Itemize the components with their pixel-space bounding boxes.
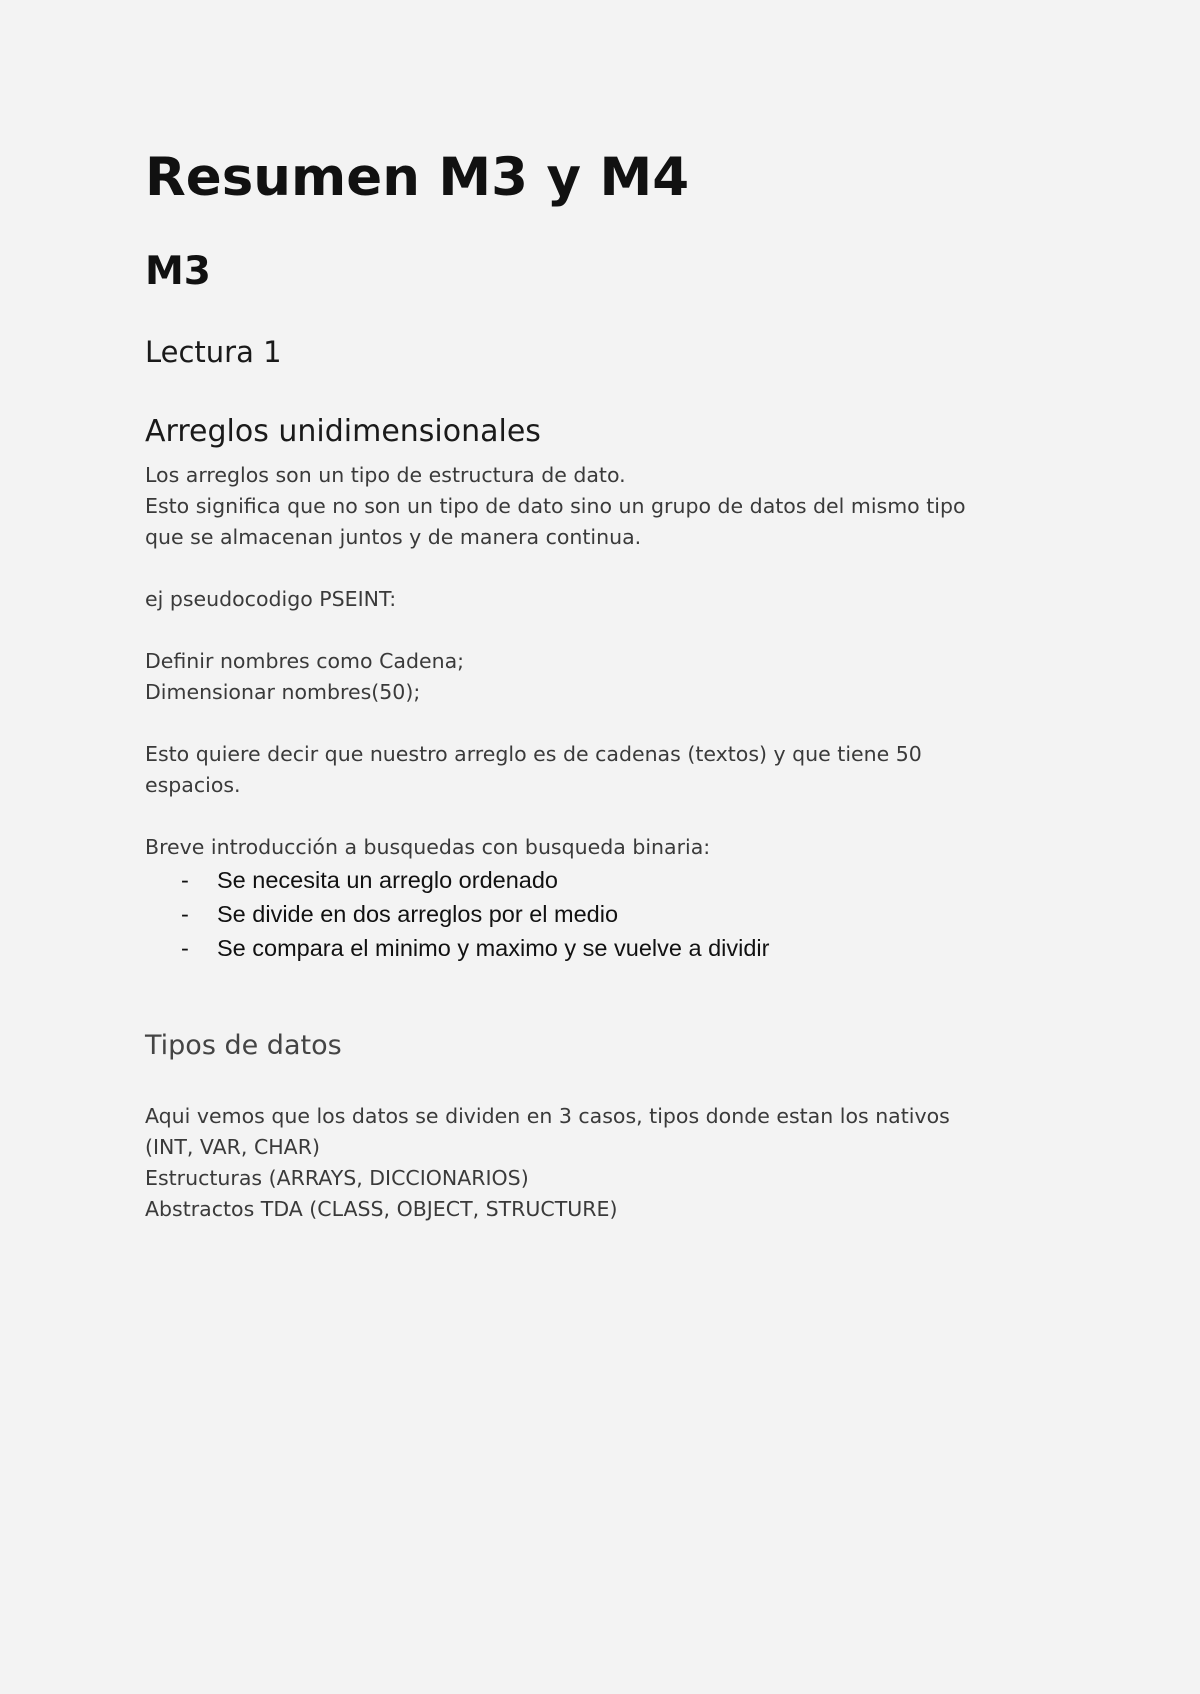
tipos-paragraph	[145, 1101, 1075, 1225]
paragraph-line: Abstractos TDA (CLASS, OBJECT, STRUCTURE)	[145, 1197, 618, 1221]
example-label: ej pseudocodigo PSEINT:	[145, 587, 397, 611]
list-item	[145, 897, 1075, 931]
paragraph-line: (INT, VAR, CHAR)	[145, 1135, 320, 1159]
list-item	[145, 931, 1075, 965]
paragraph-line: Los arreglos son un tipo de estructura de dato.	[145, 463, 626, 487]
paragraph-line: que se almacenan juntos y de manera continua.	[145, 525, 642, 549]
document-title: Resumen M3 y M4	[145, 147, 690, 208]
binary-search-list	[145, 863, 1075, 965]
bullet-dash: -	[181, 935, 189, 961]
list-item-text: Se compara el minimo y maximo y se vuelve a dividir	[217, 935, 770, 961]
pseudocode-block	[145, 646, 1075, 708]
list-item-text: Se divide en dos arreglos por el medio	[217, 901, 619, 927]
list-item	[145, 863, 1075, 897]
paragraph-line: Aqui vemos que los datos se dividen en 3 casos, tipos donde estan los nativos	[145, 1104, 950, 1128]
bullet-dash: -	[181, 901, 189, 927]
paragraph-line: Esto quiere decir que nuestro arreglo es de cadenas (textos) y que tiene 50	[145, 742, 922, 766]
code-line: Dimensionar nombres(50);	[145, 680, 421, 704]
paragraph-line: Esto significa que no son un tipo de dato sino un grupo de datos del mismo tipo	[145, 494, 966, 518]
section-heading-m3: M3	[145, 249, 211, 294]
bullet-dash: -	[181, 867, 189, 893]
binary-search-intro: Breve introducción a busquedas con busqueda binaria:	[145, 835, 711, 859]
topic-heading-tipos: Tipos de datos	[145, 1030, 342, 1061]
lesson-heading: Lectura 1	[145, 335, 282, 369]
code-line: Definir nombres como Cadena;	[145, 649, 465, 673]
list-item-text: Se necesita un arreglo ordenado	[217, 867, 558, 893]
document-content	[145, 146, 1075, 1225]
topic-heading-arreglos: Arreglos unidimensionales	[145, 414, 541, 449]
explanation-paragraph	[145, 739, 1075, 801]
arreglos-intro	[145, 460, 1075, 553]
paragraph-line: Estructuras (ARRAYS, DICCIONARIOS)	[145, 1166, 529, 1190]
paragraph-line: espacios.	[145, 773, 241, 797]
